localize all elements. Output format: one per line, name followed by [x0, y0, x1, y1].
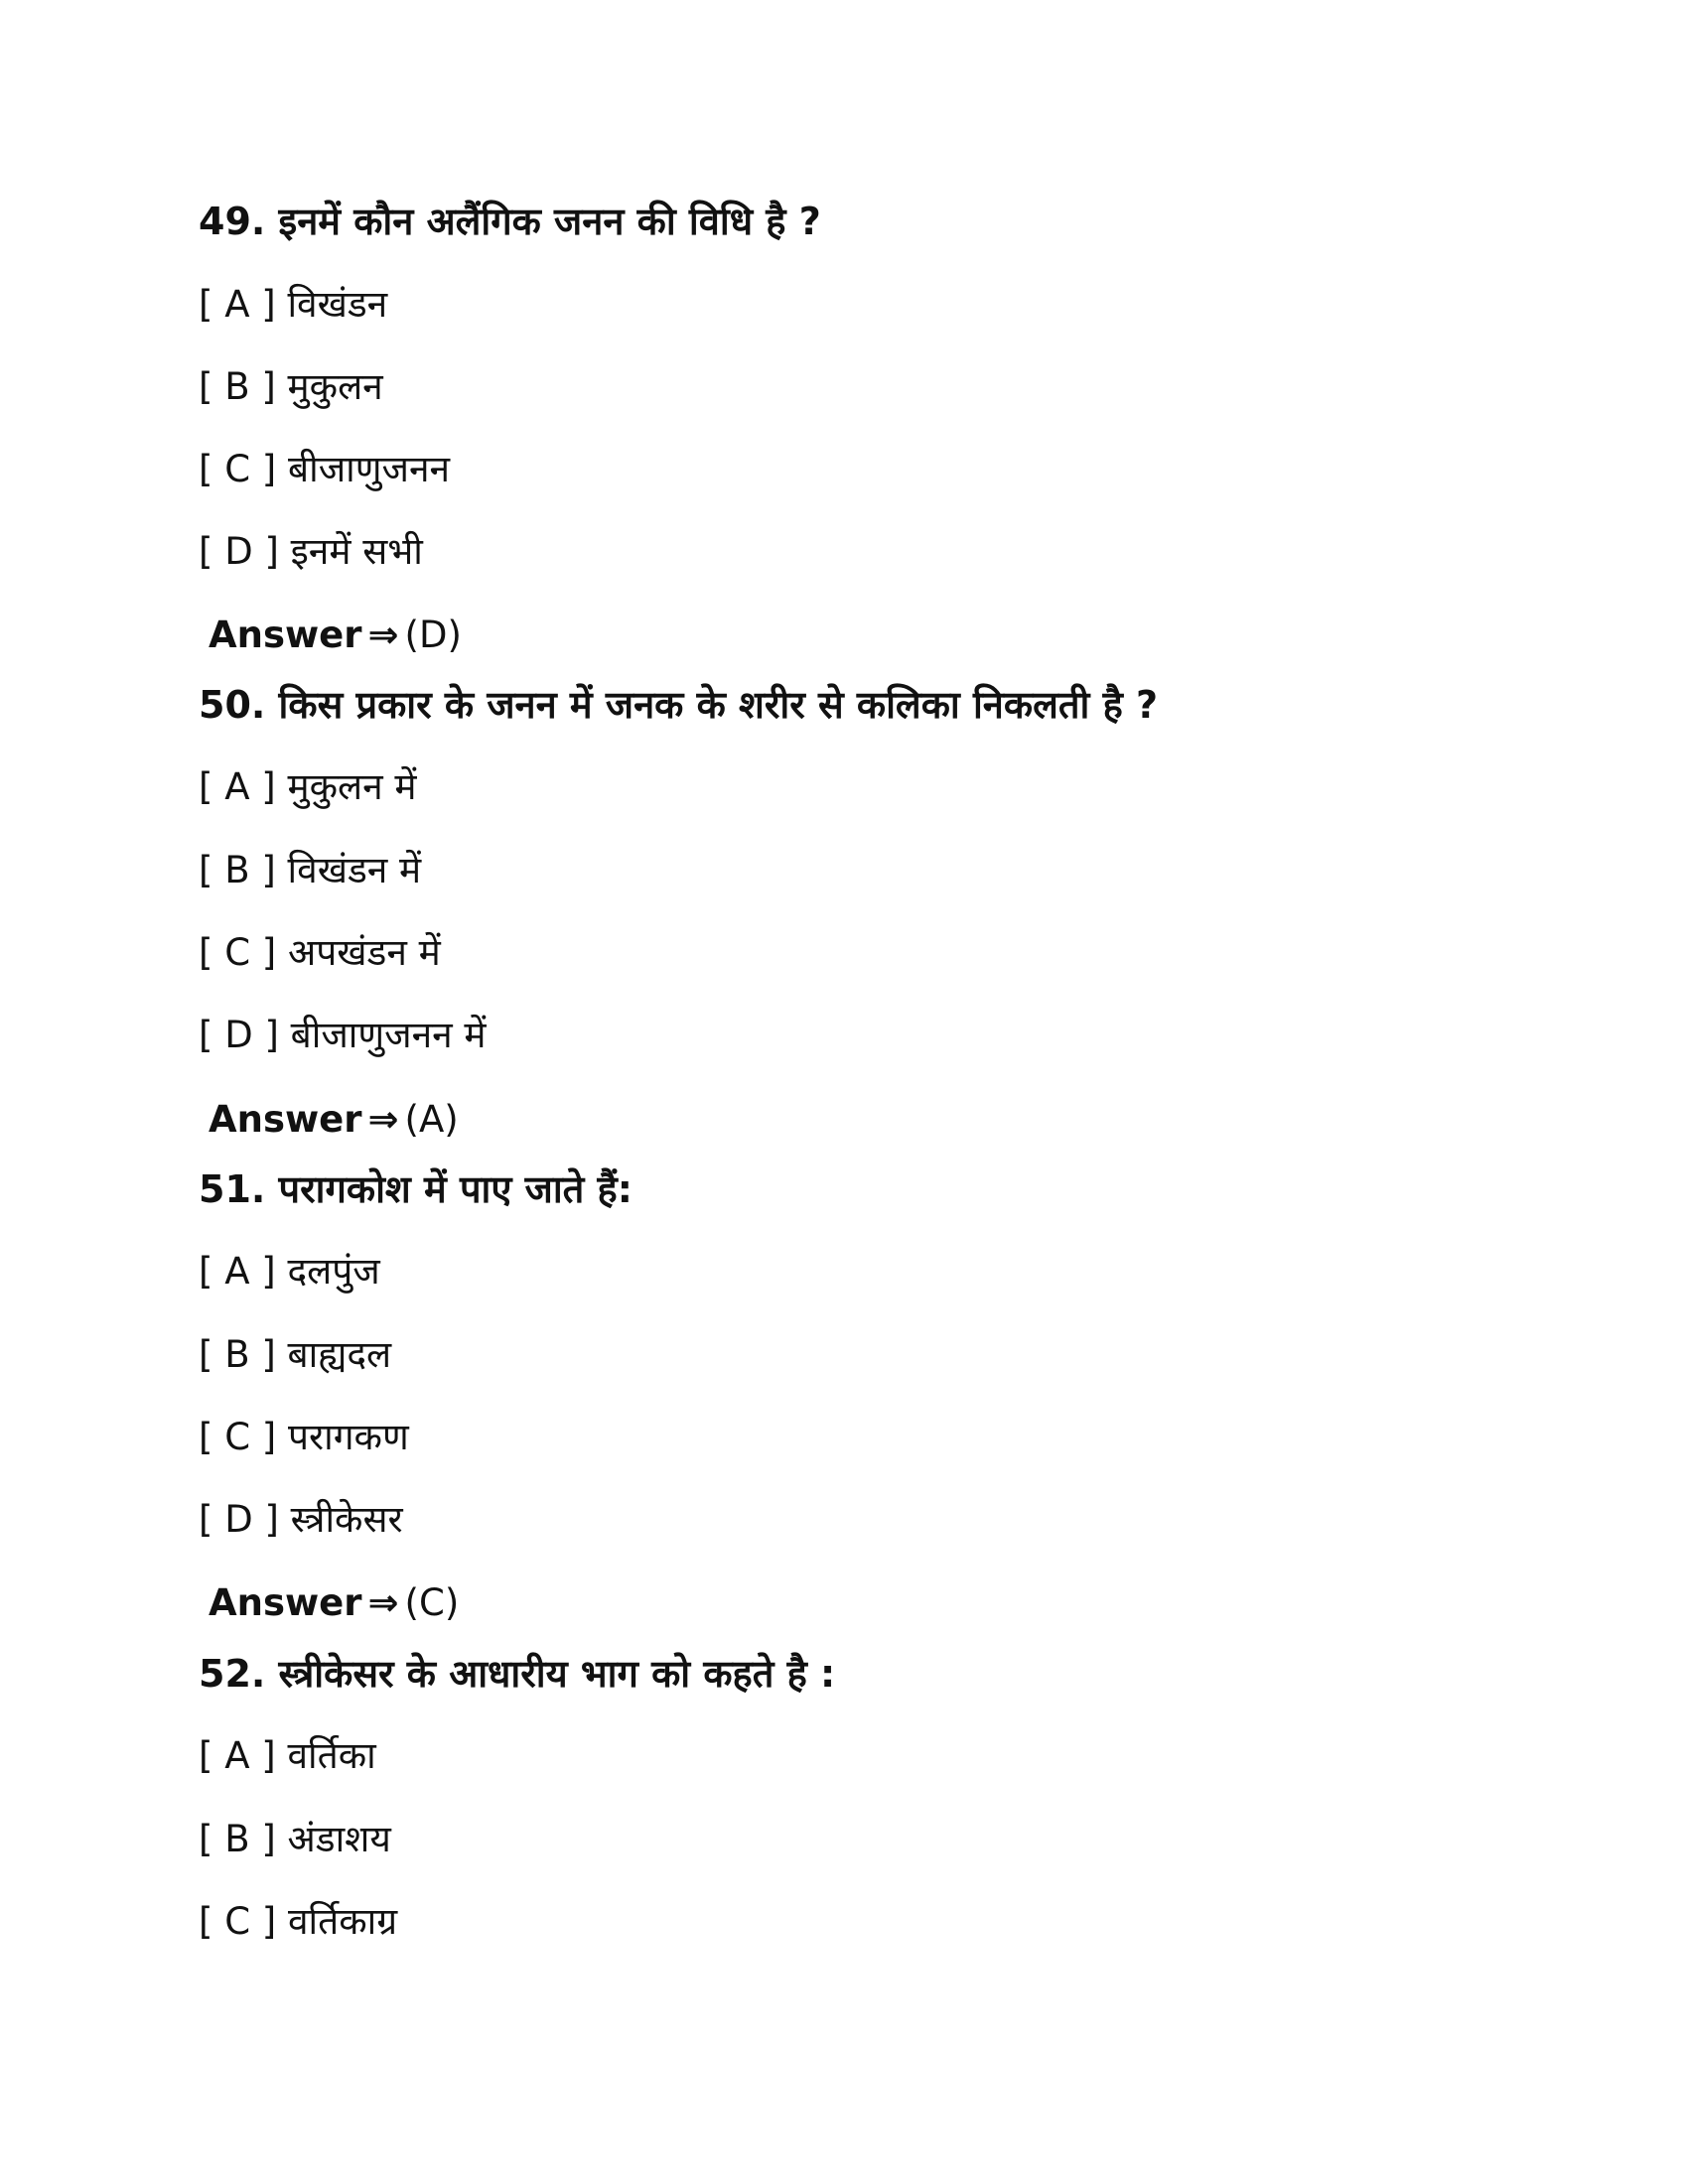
answer-label: Answer	[209, 614, 362, 656]
answer-value: (D)	[404, 614, 462, 656]
question-49-option-c: [ C ] बीजाणुजनन	[199, 448, 451, 490]
answer-arrow-icon: ⇒	[367, 1581, 399, 1624]
answer-label: Answer	[209, 1098, 362, 1141]
question-49-title: 49. इनमें कौन अलैंगिक जनन की विधि है ?	[199, 200, 821, 243]
answer-label: Answer	[209, 1581, 362, 1624]
question-50-option-b: [ B ] विखंडन में	[199, 849, 422, 891]
answer-arrow-icon: ⇒	[367, 614, 399, 656]
question-51-option-a: [ A ] दलपुंज	[199, 1250, 380, 1293]
question-50-option-d: [ D ] बीजाणुजनन में	[199, 1014, 487, 1056]
question-51-option-b: [ B ] बाह्यदल	[199, 1333, 392, 1376]
question-51-option-c: [ C ] परागकण	[199, 1416, 409, 1458]
answer-value: (A)	[404, 1098, 459, 1141]
question-52-option-a: [ A ] वर्तिका	[199, 1734, 376, 1777]
question-49-answer	[209, 611, 462, 660]
question-51-option-d: [ D ] स्त्रीकेसर	[199, 1498, 403, 1541]
question-50-option-a: [ A ] मुकुलन में	[199, 765, 417, 808]
question-50-title: 50. किस प्रकार के जनन में जनक के शरीर से कलिका निकलती है ?	[199, 683, 1159, 727]
question-50-option-c: [ C ] अपखंडन में	[199, 931, 441, 974]
question-49-option-d: [ D ] इनमें सभी	[199, 530, 423, 573]
answer-value: (C)	[404, 1581, 460, 1624]
question-52-option-b: [ B ] अंडाशय	[199, 1818, 391, 1860]
answer-arrow-icon: ⇒	[367, 1098, 399, 1141]
question-52-title: 52. स्त्रीकेसर के आधारीय भाग को कहते है :	[199, 1652, 836, 1696]
question-50-answer	[209, 1095, 459, 1145]
question-52-option-c: [ C ] वर्तिकाग्र	[199, 1900, 398, 1943]
question-51-title: 51. परागकोश में पाए जाते हैं:	[199, 1167, 633, 1211]
question-49-option-a: [ A ] विखंडन	[199, 283, 388, 326]
question-49-option-b: [ B ] मुकुलन	[199, 365, 383, 408]
question-51-answer	[209, 1578, 459, 1628]
